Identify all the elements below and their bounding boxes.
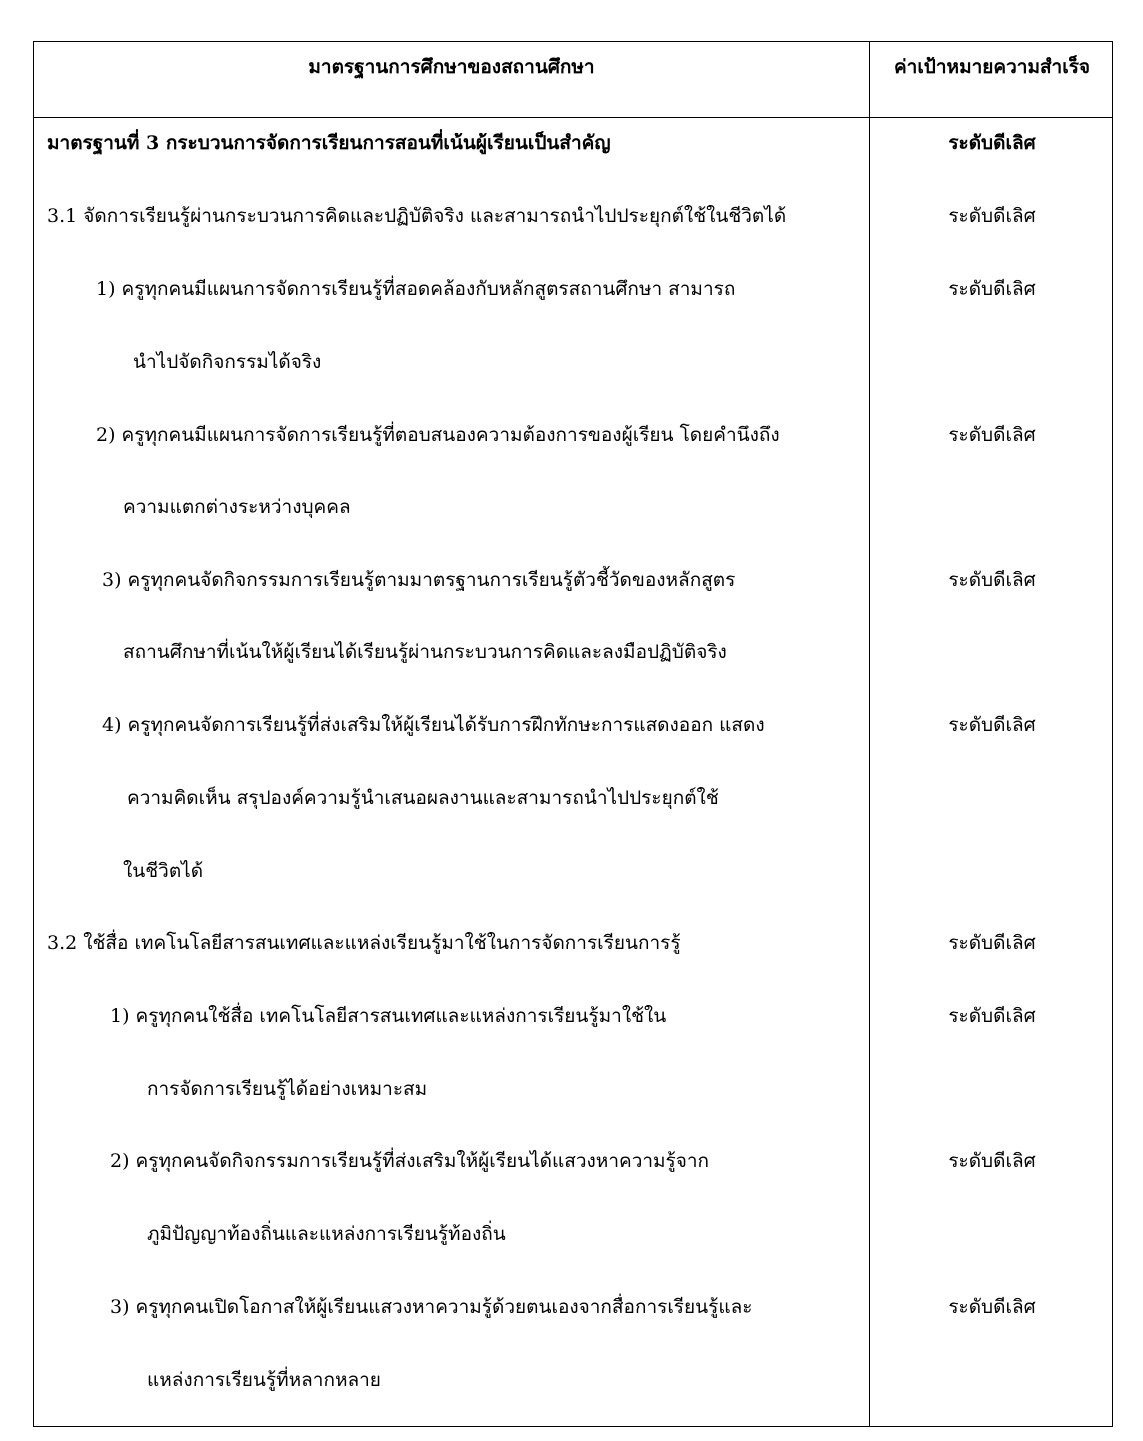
- item-3-1-4-target: ระดับดีเลิศ: [948, 714, 1036, 736]
- item-3-2-1-cont: การจัดการเรียนรู้ได้อย่างเหมาะสม: [147, 1078, 428, 1100]
- item-3-1-1: 1) ครูทุกคนมีแผนการจัดการเรียนรู้ที่สอดคล้องกับหลักสูตรสถานศึกษา สามารถ: [96, 278, 736, 300]
- item-3-1-1-target: ระดับดีเลิศ: [948, 278, 1036, 300]
- item-3-2-2-cont: ภูมิปัญญาท้องถิ่นและแหล่งการเรียนรู้ท้องถิ่น: [147, 1223, 506, 1245]
- header-standards: มาตรฐานการศึกษาของสถานศึกษา: [308, 56, 595, 78]
- item-3-2-2-target: ระดับดีเลิศ: [948, 1150, 1036, 1172]
- item-3-2-3-target: ระดับดีเลิศ: [948, 1296, 1036, 1318]
- item-3-1-3-cont: สถานศึกษาที่เน้นให้ผู้เรียนได้เรียนรู้ผ่านกระบวนการคิดและลงมือปฏิบัติจริง: [123, 641, 727, 663]
- item-3-2-2: 2) ครูทุกคนจัดกิจกรรมการเรียนรู้ที่ส่งเสริมให้ผู้เรียนได้แสวงหาความรู้จาก: [110, 1150, 710, 1172]
- item-3-2-1: 1) ครูทุกคนใช้สื่อ เทคโนโลยีสารสนเทศและแหล่งการเรียนรู้มาใช้ใน: [110, 1005, 667, 1027]
- item-3-2-3-cont: แหล่งการเรียนรู้ที่หลากหลาย: [147, 1369, 381, 1391]
- header-divider: [34, 117, 1112, 118]
- item-3-1-3: 3) ครูทุกคนจัดกิจกรรมการเรียนรู้ตามมาตรฐานการเรียนรู้ตัวชี้วัดของหลักสูตร: [102, 569, 736, 591]
- item-3-1-1-cont: นำไปจัดกิจกรรมได้จริง: [133, 351, 322, 373]
- item-3-1-3-target: ระดับดีเลิศ: [948, 569, 1036, 591]
- standards-table: [33, 41, 1113, 1427]
- indicator-3-2: 3.2 ใช้สื่อ เทคโนโลยีสารสนเทศและแหล่งเรียนรู้มาใช้ในการจัดการเรียนการรู้: [47, 932, 681, 954]
- item-3-1-2-cont: ความแตกต่างระหว่างบุคคล: [123, 496, 351, 518]
- item-3-1-4-cont: ความคิดเห็น สรุปองค์ความรู้นำเสนอผลงานและสามารถนำไปประยุกต์ใช้: [127, 787, 719, 809]
- standard-3-target: ระดับดีเลิศ: [948, 132, 1036, 154]
- item-3-1-2: 2) ครูทุกคนมีแผนการจัดการเรียนรู้ที่ตอบสนองความต้องการของผู้เรียน โดยคำนึงถึง: [96, 424, 780, 446]
- indicator-3-1-target: ระดับดีเลิศ: [948, 205, 1036, 227]
- indicator-3-1: 3.1 จัดการเรียนรู้ผ่านกระบวนการคิดและปฏิบัติจริง และสามารถนำไปประยุกต์ใช้ในชีวิตได้: [47, 205, 787, 227]
- header-target: ค่าเป้าหมายความสำเร็จ: [893, 56, 1091, 78]
- item-3-1-4: 4) ครูทุกคนจัดการเรียนรู้ที่ส่งเสริมให้ผู้เรียนได้รับการฝึกทักษะการแสดงออก แสดง: [102, 714, 765, 736]
- item-3-2-1-target: ระดับดีเลิศ: [948, 1005, 1036, 1027]
- item-3-1-2-target: ระดับดีเลิศ: [948, 424, 1036, 446]
- item-3-1-4-cont2: ในชีวิตได้: [123, 860, 204, 882]
- item-3-2-3: 3) ครูทุกคนเปิดโอกาสให้ผู้เรียนแสวงหาความรู้ด้วยตนเองจากสื่อการเรียนรู้และ: [110, 1296, 753, 1318]
- standard-3-title: มาตรฐานที่ 3 กระบวนการจัดการเรียนการสอนที่เน้นผู้เรียนเป็นสำคัญ: [47, 132, 611, 154]
- indicator-3-2-target: ระดับดีเลิศ: [948, 932, 1036, 954]
